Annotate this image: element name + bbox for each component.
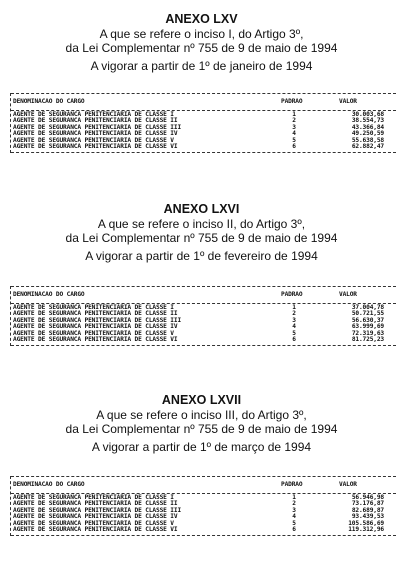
cell-description: AGENTE DE SEGURANCA PENITENCIARIA DE CLASSE II — [13, 117, 178, 125]
column-header-value: VALOR — [339, 98, 357, 105]
cell-level: 4 — [292, 130, 296, 138]
cell-description: AGENTE DE SEGURANCA PENITENCIARIA DE CLASSE VI — [13, 525, 178, 533]
cell-value: 72.319,63 — [351, 329, 384, 337]
cell-value: 93.439,53 — [351, 513, 384, 521]
table-body — [11, 304, 396, 345]
cell-level: 2 — [292, 310, 296, 318]
cell-description: AGENTE DE SEGURANCA PENITENCIARIA DE CLASSE I — [13, 111, 174, 118]
cell-description: AGENTE DE SEGURANCA PENITENCIARIA DE CLASSE VI — [13, 142, 178, 150]
cell-description: AGENTE DE SEGURANCA PENITENCIARIA DE CLASSE VI — [13, 335, 178, 343]
cell-value: 56.946,98 — [351, 494, 384, 501]
table-row — [11, 144, 396, 150]
cell-level: 1 — [292, 111, 296, 118]
cell-description: AGENTE DE SEGURANCA PENITENCIARIA DE CLASSE V — [13, 329, 174, 337]
cell-value: 56.630,37 — [351, 316, 384, 324]
cell-description: AGENTE DE SEGURANCA PENITENCIARIA DE CLASSE II — [13, 500, 178, 508]
cell-level: 1 — [292, 494, 296, 501]
cell-description: AGENTE DE SEGURANCA PENITENCIARIA DE CLASSE IV — [13, 513, 178, 521]
column-header-description: DENOMINACAO DO CARGO — [13, 98, 85, 105]
annex-header-lxvi — [0, 202, 403, 263]
cell-level: 3 — [292, 506, 296, 514]
cell-level: 4 — [292, 513, 296, 521]
cell-level: 4 — [292, 323, 296, 331]
cell-value: 119.312,96 — [348, 525, 384, 533]
cell-value: 38.554,73 — [351, 117, 384, 125]
table-header — [11, 94, 396, 110]
cell-description: AGENTE DE SEGURANCA PENITENCIARIA DE CLASSE V — [13, 136, 174, 144]
table-row — [11, 337, 396, 343]
column-header-level: PADRAO — [281, 481, 303, 488]
column-header-value: VALOR — [339, 291, 357, 298]
cell-value: 50.721,55 — [351, 310, 384, 318]
salary-table-lxvii — [10, 476, 396, 536]
annex-reference-line: A que se refere o inciso II, do Artigo 3º, — [97, 217, 306, 231]
annex-header-lxvii — [0, 393, 403, 454]
column-header-level: PADRAO — [281, 98, 303, 105]
cell-value: 55.638,58 — [351, 136, 384, 144]
annex-reference-line: A que se refere o inciso III, do Artigo 3º, — [96, 408, 307, 422]
cell-value: 37.004,78 — [351, 304, 384, 311]
annex-law-line: da Lei Complementar nº 755 de 9 de maio de 1994 — [65, 41, 338, 55]
cell-description: AGENTE DE SEGURANCA PENITENCIARIA DE CLASSE III — [13, 316, 182, 324]
annex-title: ANEXO LXVII — [161, 393, 242, 407]
cell-level: 6 — [292, 335, 296, 343]
cell-level: 3 — [292, 316, 296, 324]
cell-description: AGENTE DE SEGURANCA PENITENCIARIA DE CLASSE III — [13, 123, 182, 131]
salary-table-lxvi — [10, 286, 396, 346]
cell-value: 62.882,47 — [351, 142, 384, 150]
cell-level: 1 — [292, 304, 296, 311]
cell-description: AGENTE DE SEGURANCA PENITENCIARIA DE CLASSE I — [13, 304, 174, 311]
cell-description: AGENTE DE SEGURANCA PENITENCIARIA DE CLASSE IV — [13, 323, 178, 331]
table-body — [11, 111, 396, 152]
table-header — [11, 287, 396, 303]
cell-value: 73.176,87 — [351, 500, 384, 508]
table-rule — [11, 535, 396, 536]
annex-law-line: da Lei Complementar nº 755 de 9 de maio de 1994 — [65, 422, 338, 436]
column-header-level: PADRAO — [281, 291, 303, 298]
annex-law-line: da Lei Complementar nº 755 de 9 de maio de 1994 — [65, 231, 338, 245]
annex-effective-date: A vigorar a partir de 1º de março de 1994 — [91, 440, 312, 454]
salary-table-lxv — [10, 93, 396, 153]
cell-description: AGENTE DE SEGURANCA PENITENCIARIA DE CLASSE III — [13, 506, 182, 514]
cell-value: 30.003,68 — [351, 111, 384, 118]
cell-value: 43.366,84 — [351, 123, 384, 131]
cell-level: 5 — [292, 136, 296, 144]
annex-effective-date: A vigorar a partir de 1º de janeiro de 1994 — [90, 59, 313, 73]
annex-title: ANEXO LXV — [165, 12, 238, 26]
table-header — [11, 477, 396, 493]
cell-description: AGENTE DE SEGURANCA PENITENCIARIA DE CLASSE II — [13, 310, 178, 318]
annex-title: ANEXO LXVI — [163, 202, 240, 216]
cell-value: 81.725,23 — [351, 335, 384, 343]
cell-level: 3 — [292, 123, 296, 131]
cell-description: AGENTE DE SEGURANCA PENITENCIARIA DE CLASSE V — [13, 519, 174, 527]
table-row — [11, 527, 396, 533]
annex-header-lxv — [0, 12, 403, 73]
cell-value: 63.999,69 — [351, 323, 384, 331]
cell-level: 2 — [292, 500, 296, 508]
cell-level: 2 — [292, 117, 296, 125]
column-header-description: DENOMINACAO DO CARGO — [13, 291, 85, 298]
table-rule — [11, 152, 396, 153]
cell-description: AGENTE DE SEGURANCA PENITENCIARIA DE CLASSE I — [13, 494, 174, 501]
cell-description: AGENTE DE SEGURANCA PENITENCIARIA DE CLASSE IV — [13, 130, 178, 138]
table-body — [11, 494, 396, 535]
column-header-value: VALOR — [339, 481, 357, 488]
column-header-description: DENOMINACAO DO CARGO — [13, 481, 85, 488]
cell-value: 49.250,59 — [351, 130, 384, 138]
cell-level: 5 — [292, 329, 296, 337]
cell-level: 6 — [292, 142, 296, 150]
cell-level: 6 — [292, 525, 296, 533]
cell-level: 5 — [292, 519, 296, 527]
annex-effective-date: A vigorar a partir de 1º de fevereiro de 1994 — [85, 249, 318, 263]
annex-reference-line: A que se refere o inciso I, do Artigo 3º, — [99, 27, 304, 41]
cell-value: 105.586,69 — [348, 519, 384, 527]
cell-value: 82.689,87 — [351, 506, 384, 514]
table-rule — [11, 345, 396, 346]
